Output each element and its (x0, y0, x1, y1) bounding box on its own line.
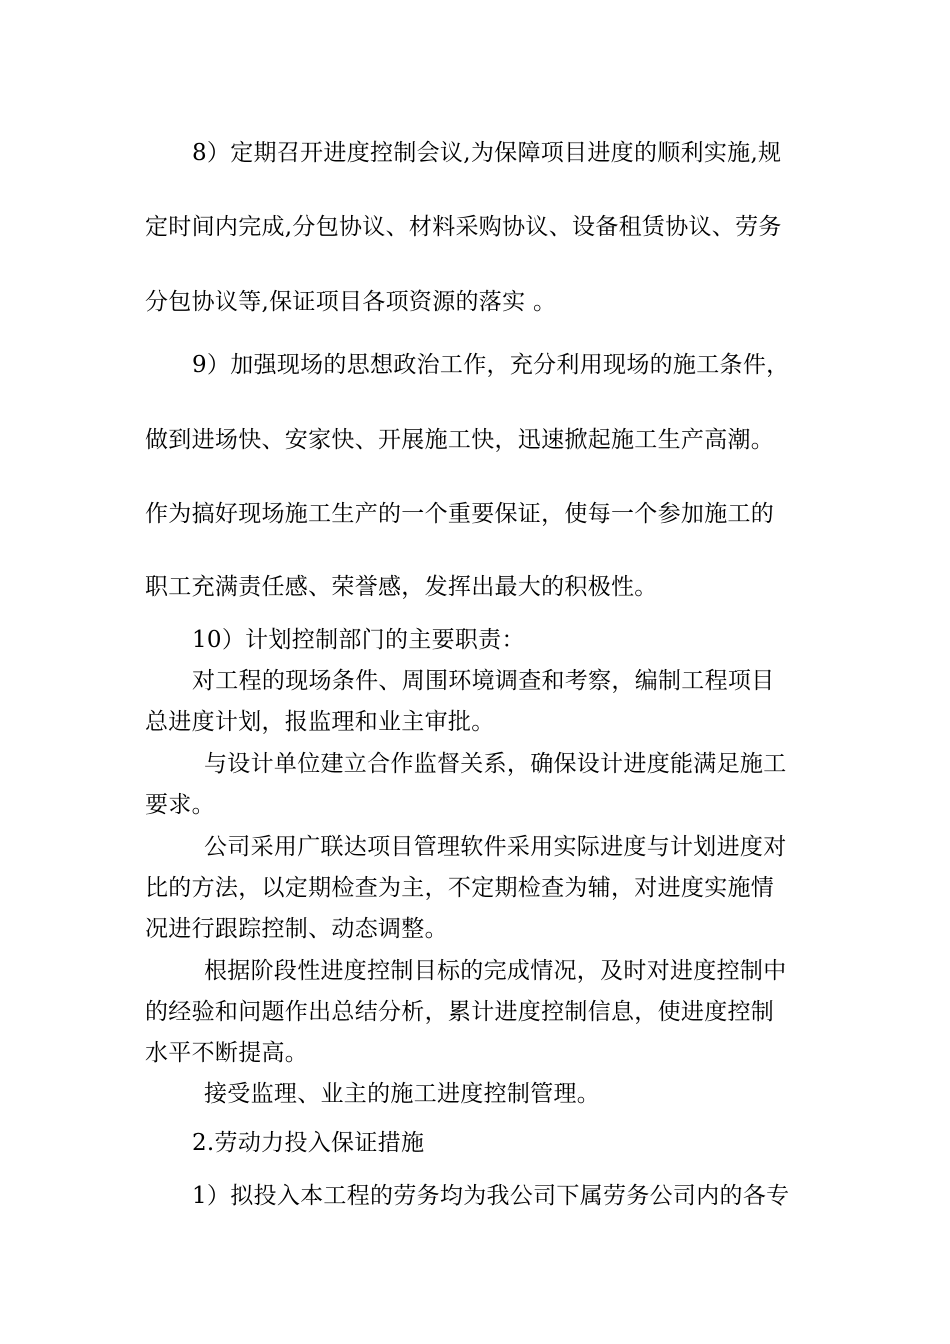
paragraph-9-line-3: 作为搞好现场施工生产的一个重要保证，使每一个参加施工的 (145, 501, 775, 527)
paragraph-8-line-1: 8）定期召开进度控制会议,为保障项目进度的顺利实施,规 (192, 140, 782, 166)
section-2-item-1-line-1: 1）拟投入本工程的劳务均为我公司下属劳务公司内的各专 (192, 1183, 790, 1209)
duty-4-line-2: 的经验和问题作出总结分析，累计进度控制信息，使进度控制 (145, 999, 775, 1025)
section-2-heading: 2.劳动力投入保证措施 (192, 1130, 425, 1156)
duty-1-line-2: 总进度计划，报监理和业主审批。 (145, 709, 495, 735)
paragraph-8-line-2: 定时间内完成,分包协议、材料采购协议、设备租赁协议、劳务 (145, 214, 782, 240)
duty-3-line-2: 比的方法，以定期检查为主，不定期检查为辅，对进度实施情 (145, 875, 775, 901)
duty-4-line-1: 根据阶段性进度控制目标的完成情况，及时对进度控制中 (204, 958, 787, 984)
duty-3-line-3: 况进行跟踪控制、动态调整。 (145, 916, 448, 942)
duty-2-line-2: 要求。 (145, 792, 215, 818)
duty-4-line-3: 水平不断提高。 (145, 1040, 309, 1066)
paragraph-9-line-2: 做到进场快、安家快、开展施工快，迅速掀起施工生产高潮。 (145, 427, 775, 453)
duty-2-line-1: 与设计单位建立合作监督关系，确保设计进度能满足施工 (204, 751, 787, 777)
duty-3-line-1: 公司采用广联达项目管理软件采用实际进度与计划进度对 (204, 834, 787, 860)
paragraph-8-line-3: 分包协议等,保证项目各项资源的落实 。 (145, 289, 557, 315)
paragraph-9-line-4: 职工充满责任感、荣誉感，发挥出最大的积极性。 (145, 574, 658, 600)
duty-5-line-1: 接受监理、业主的施工进度控制管理。 (204, 1081, 601, 1107)
section-10-heading: 10）计划控制部门的主要职责： (192, 627, 525, 653)
paragraph-9-line-1: 9）加强现场的思想政治工作，充分利用现场的施工条件， (192, 352, 790, 378)
duty-1-line-1: 对工程的现场条件、周围环境调查和考察，编制工程项目 (192, 668, 775, 694)
